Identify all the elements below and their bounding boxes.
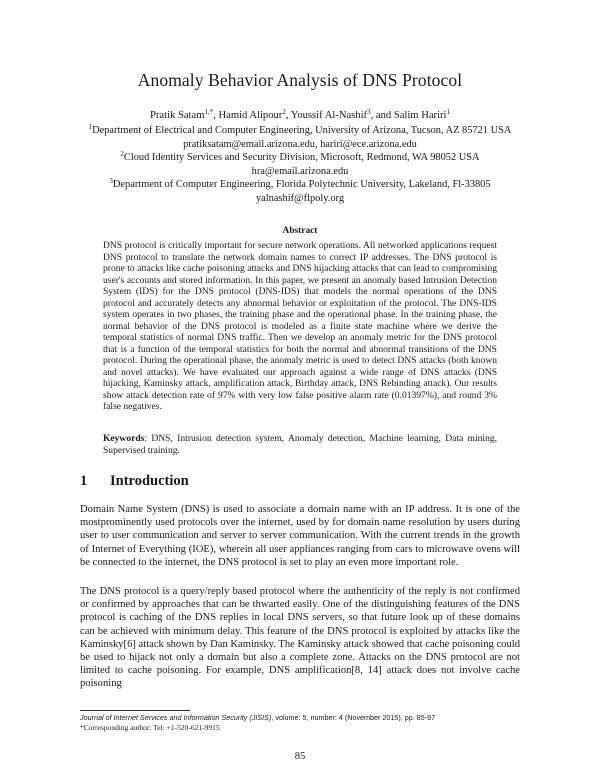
affiliation-3: [0, 178, 600, 205]
affiliation-mark: 2: [120, 150, 124, 158]
footnote-corresponding-author: *Corresponding author: Tel: +1-520-621-9915: [80, 723, 220, 732]
author-name: Pratik Satam: [150, 110, 205, 121]
intro-paragraph-1: Domain Name System (DNS) is used to associate a domain name with an IP address. It is one of the mostprominently used protocols over the internet, used by for domain name resolution by users during user to user communication and server to server communication. With the current trends in the growth of Internet of Everything (IOE), wherein all user appliances ranging from cars to microwave ovens will be connected to the internet, the DNS protocol is set to play an even more important role.: [80, 504, 520, 568]
intro-paragraph-2: The DNS protocol is a query/reply based protocol where the authenticity of the reply is not confirmed or confirmed by approaches that can be thwarted easily. One of the distinguishing features of the DNS protocol is caching of the DNS replies in local DNS servers, so that future look up of these domains can be achieved with minimum delay. This feature of the DNS protocol is exploited by attacks like the Kaminsky[6] attack shown by Dan Kaminsky. The Kaminsky attack showed that cache poisoning could be used to hijack not only a domain but also a complete zone. Attacks on the DNS protocol are not limited to cache poisoning. For example, DNS amplification[8, 14] attack does not involve cache poisoning: [80, 586, 520, 690]
author-mark: 1: [446, 108, 450, 116]
section-heading: [80, 473, 189, 490]
affiliation-email: hra@email.arizona.edu: [251, 165, 349, 177]
author-mark: 3: [367, 108, 371, 116]
affiliation-email: yalnashif@flpoly.org: [255, 192, 345, 204]
footnote-rule: [80, 710, 190, 711]
author-line: [0, 110, 600, 121]
author-name: Hamid Alipour: [218, 110, 283, 121]
affiliation-mark: 3: [109, 177, 113, 185]
author-separator: ,: [213, 110, 219, 121]
affiliation-email: pratiksatam@email.arizona.edu, hariri@ece.arizona.edu: [183, 138, 417, 150]
author-mark: 2: [282, 108, 286, 116]
affiliation-mark: 1: [88, 123, 93, 131]
keywords-list: : DNS, Intrusion detection system, Anomaly detection, Machine learning, Data mining, Supervised training.: [103, 433, 497, 456]
affiliation-2: [0, 151, 600, 178]
affiliation-text: Department of Computer Engineering, Florida Polytechnic University, Lakeland, Fl-33805: [112, 179, 491, 190]
section-number: 1: [80, 473, 88, 489]
keywords-label: Keywords: [103, 433, 145, 444]
journal-name: Journal of Internet Services and Information Security (JISIS): [80, 713, 272, 722]
journal-details: , volume: 5, number: 4 (November 2015), pp. 85-97: [271, 713, 436, 722]
footnote-journal: [80, 713, 435, 723]
author-separator: ,: [285, 110, 291, 121]
author-separator: , and: [370, 110, 394, 121]
author-mark: 1,*: [204, 108, 214, 116]
affiliation-text: Department of Electrical and Computer Engineering, University of Arizona, Tucson, AZ 85721 USA: [92, 125, 512, 136]
abstract-text: DNS protocol is critically important for secure network operations. All networked applications request DNS protocol to translate the network domain names to correct IP addresses. The DNS protocol is prone to attacks like cache poisoning attacks and DNS hijacking attacks that can lead to compromising user's accounts and stored information. In this paper, we present an anomaly based Intrusion Detection System (IDS) for the DNS protocol (DNS-IDS) that models the normal operations of the DNS protocol and accurately detects any abnormal behavior or exploitation of the protocol. The DNS-IDS system operates in two phases, the training phase and the operational phase. In the training phase, the normal behavior of the DNS protocol is modeled as a finite state machine where we derive the temporal statistics of normal DNS traffic. Then we develop an anomaly metric for the DNS protocol that is a function of the temporal statistics for both the normal and abnormal transitions of the DNS protocol. During the operational phase, the anomaly metric is used to detect DNS attacks (both known and novel attacks). We have evaluated our approach against a wide range of DNS attacks (DNS hijacking, Kaminsky attack, amplification attack, Birthday attack, DNS Rebinding attack). Our results show attack detection rate of 97% with very low false positive alarm rate (0.01397%), and round 3% false negatives.: [103, 240, 497, 412]
author-name: Youssif Al-Nashif: [290, 110, 368, 121]
keywords: [103, 433, 497, 456]
affiliation-1: [0, 124, 600, 151]
section-title: Introduction: [110, 473, 189, 489]
abstract-heading: Abstract: [282, 226, 318, 236]
paper-title: Anomaly Behavior Analysis of DNS Protocol: [137, 70, 463, 90]
page-number: 85: [294, 751, 306, 762]
author-name: Salim Hariri: [393, 110, 447, 121]
affiliation-text: Cloud Identity Services and Security Division, Microsoft, Redmond, WA 98052 USA: [123, 152, 480, 163]
